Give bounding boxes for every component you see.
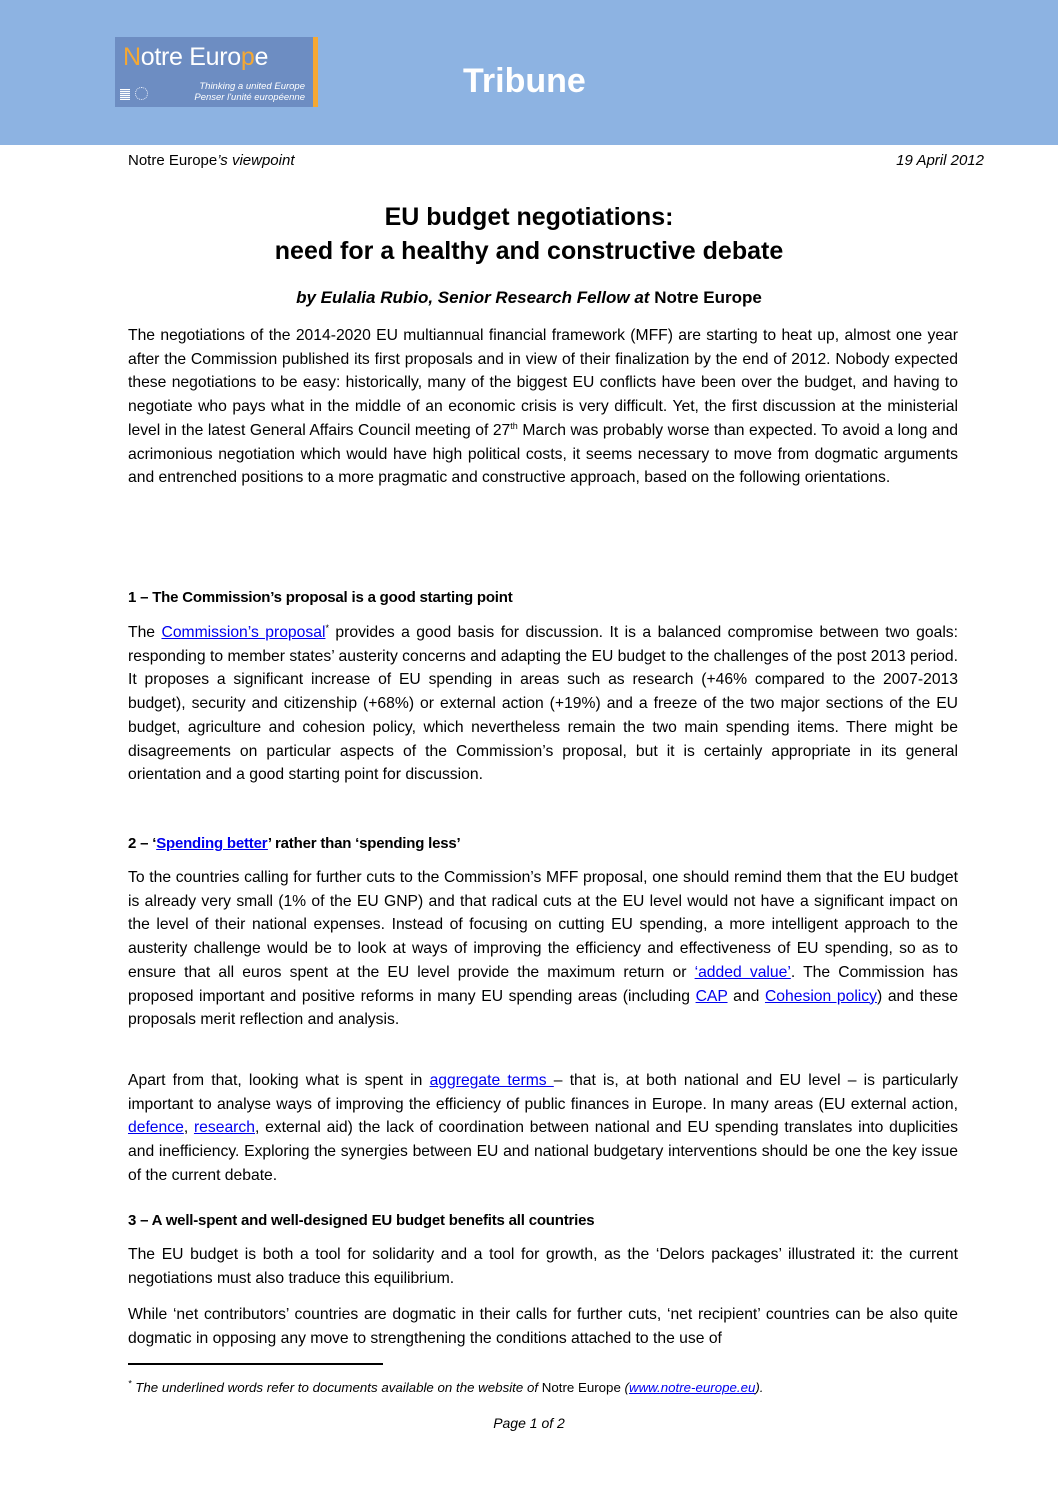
- header-band: [0, 0, 1058, 145]
- logo-letter: e: [254, 43, 269, 71]
- logo-tagline: [194, 81, 305, 103]
- text: Apart from that, looking what is spent in: [128, 1072, 430, 1089]
- text: . The Commission has proposed important and positive reforms in many EU spending areas (including: [128, 963, 958, 1005]
- logo-accent-bar: [313, 37, 318, 107]
- document-icon: [120, 89, 130, 100]
- text: The negotiations of the 2014-2020 EU multiannual financial framework (MFF) are starting to heat up, almost one year after the Commission published its first proposals and in view of their finalization by the end of 2012. Nobody expected these negotiations to be easy: historically, many of the biggest EU conflicts have been over the budget, and having to negotiate who pays what in the middle of an economic crisis is very difficult. Yet, the first discussion at the ministerial level in the latest General Affairs Council meeting of 27: [128, 327, 958, 439]
- text: ,: [183, 1119, 194, 1137]
- tagline-english: Thinking a united Europe: [199, 81, 305, 92]
- superscript: th: [510, 420, 518, 431]
- section-2-paragraph-1: [128, 866, 958, 1032]
- section-3-heading: 3 – A well-spent and well-designed EU budget benefits all countries: [128, 1212, 595, 1229]
- cohesion-policy-link[interactable]: Cohesion policy: [764, 987, 877, 1005]
- commissions-proposal-link[interactable]: Commission’s proposal: [161, 624, 326, 641]
- text: March was probably worse than expected. To avoid a long and acrimonious negotiation which would have high political costs, it seems necessary to move from dogmatic arguments and entrenched positions to a more pragmatic and constructive approach, based on the following orientations.: [128, 421, 959, 487]
- spending-better-link[interactable]: Spending better: [156, 835, 268, 852]
- defence-link[interactable]: defence: [128, 1119, 184, 1137]
- byline-org: Notre Europe: [654, 288, 762, 307]
- source-name: Notre Europe: [128, 152, 218, 169]
- added-value-link[interactable]: ‘added value’: [694, 963, 791, 981]
- section-title: Tribune: [463, 62, 586, 100]
- section-3-paragraph-1: [128, 1243, 958, 1290]
- text: ) and these proposals merit reflection and analysis.: [128, 987, 958, 1029]
- text: (: [620, 1380, 629, 1395]
- eu-stars-icon: [135, 87, 148, 100]
- intro-paragraph: [128, 324, 958, 490]
- text: To the countries calling for further cuts to the Commission’s MFF proposal, one should remind them that the EU budget is already very small (1% of the EU GNP) and that radical cuts at the EU level would not have a significant impact on the level of their national expenses. Instead of focusing on cutting EU spending, a more intelligent approach to the austerity challenge would be to look at ways of improving the efficiency and effectiveness of EU spending, so as to ensure that all euros spent at the EU level provide the maximum return or: [128, 869, 958, 981]
- text: While ‘net contributors’ countries are dogmatic in their calls for further cuts, ‘net recipient’ countries can be also quite dogmatic in opposing any move to strengthening the conditions attached to the use of: [128, 1306, 958, 1347]
- logo-letters: otre Euro: [140, 43, 241, 71]
- text: ’ rather than ‘spending less’: [267, 835, 461, 852]
- page-number: Page 1 of 2: [493, 1415, 565, 1431]
- cap-link[interactable]: CAP: [695, 987, 728, 1005]
- title-line-2: need for a healthy and constructive debate: [274, 237, 784, 265]
- footnote-divider: [128, 1363, 383, 1365]
- org-name: Notre Europe: [541, 1380, 621, 1395]
- text: provides a good basis for discussion. It is a balanced compromise between two goals: responding to member states’ austerity concerns and adapting the EU budget to the challenges of the post 2013 period. It proposes a significant increase of EU spending in areas such as research (+46% compared to the 2007-2013 budget), security and citizenship (+68%) or external action (+19%) and a freeze of the two major sections of the EU budget, agriculture and cohesion policy, which nevertheless remain the two main spending items. There might be disagreements on particular aspects of the Commission’s proposal, but it is certainly appropriate in its general orientation and a good starting point for discussion.: [128, 624, 959, 784]
- byline-author: by Eulalia Rubio, Senior Research Fellow at: [296, 288, 650, 307]
- section-2-heading: [128, 835, 461, 852]
- text: The EU budget is both a tool for solidarity and a tool for growth, as the ‘Delors packages’ illustrated it: the current negotiations must also traduce this equilibrium.: [128, 1246, 958, 1287]
- viewpoint-label: [128, 152, 294, 169]
- document-title: [0, 200, 1058, 268]
- text: The: [128, 624, 162, 641]
- text: ).: [755, 1380, 764, 1395]
- research-link[interactable]: research: [193, 1119, 255, 1137]
- aggregate-terms-link[interactable]: aggregate terms: [429, 1072, 554, 1089]
- footnote: [128, 1380, 764, 1395]
- section-1-heading: 1 – The Commission’s proposal is a good starting point: [128, 589, 513, 606]
- section-3-paragraph-2: [128, 1303, 958, 1350]
- section-2-paragraph-2: [128, 1069, 958, 1188]
- logo-letter: N: [123, 43, 141, 71]
- logo-letter: p: [240, 43, 255, 71]
- text: The underlined words refer to documents available on the website of: [131, 1380, 542, 1395]
- footnote-marker: *: [325, 622, 329, 633]
- tagline-french: Penser l'unité européenne: [194, 92, 305, 103]
- notre-europe-logo[interactable]: [115, 37, 313, 107]
- text: , external aid) the lack of coordination between national and EU spending translates into duplicities and inefficiency. Exploring the synergies between EU and national budgetary interventions should be one the key issue of the current debate.: [128, 1119, 959, 1184]
- section-1-paragraph: [128, 621, 958, 787]
- text: – that is, at both national and EU level – is particularly important to analyse ways of improving the efficiency of public finances in Europe. In many areas (EU external action,: [128, 1072, 958, 1113]
- publication-date: 19 April 2012: [896, 152, 984, 169]
- text: 2 – ‘: [128, 835, 157, 852]
- title-line-1: EU budget negotiations:: [384, 203, 674, 231]
- website-link[interactable]: www.notre-europe.eu: [628, 1380, 756, 1395]
- text: and: [727, 987, 765, 1005]
- byline: [0, 288, 1058, 308]
- source-suffix: ’s viewpoint: [217, 152, 295, 169]
- logo-wordmark: [123, 43, 268, 72]
- footnote-marker: *: [128, 1378, 132, 1389]
